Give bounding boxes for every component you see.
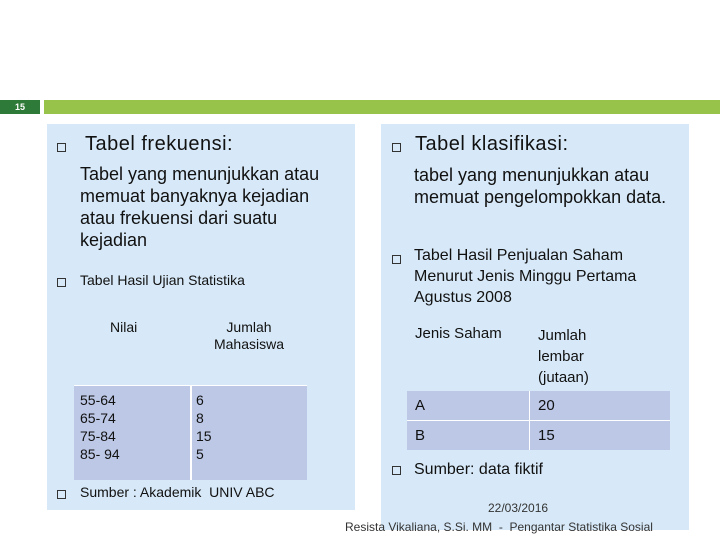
jumlah-value: 8	[196, 410, 204, 426]
nilai-value: 75-84	[80, 428, 116, 444]
nilai-value: 65-74	[80, 410, 116, 426]
footer-author: Resista Vikaliana, S.Si. MM - Pengantar Statistika Sosial	[345, 520, 653, 534]
jenis-value: A	[415, 397, 426, 414]
header-jumlah-mahasiswa: Jumlah Mahasiswa	[213, 319, 285, 352]
bullet-icon	[57, 490, 66, 499]
left-table-title: Tabel Hasil Ujian Statistika	[80, 272, 245, 288]
header-jumlah-lembar: Jumlah lembar (jutaan)	[538, 327, 589, 386]
jumlah-value: 6	[196, 392, 204, 408]
bullet-icon	[392, 255, 401, 264]
slide-number: 15	[0, 100, 40, 114]
left-description: Tabel yang menunjukkan atau memuat banyaknya kejadian atau frekuensi dari suatu kejadian	[80, 164, 320, 250]
frequency-table	[74, 312, 307, 480]
jenis-value: B	[415, 427, 426, 444]
left-source: Sumber : Akademik UNIV ABC	[80, 484, 275, 500]
left-heading: Tabel frekuensi:	[85, 133, 234, 155]
jumlah-value: 20	[538, 397, 555, 414]
top-bar	[0, 100, 720, 114]
right-table-title: Tabel Hasil Penjualan Saham Menurut Jenis Minggu Pertama Agustus 2008	[414, 247, 637, 306]
bullet-icon	[57, 143, 66, 152]
classification-table	[407, 316, 670, 448]
jumlah-value: 15	[538, 427, 555, 444]
footer-date: 22/03/2016	[488, 501, 549, 515]
right-description: tabel yang menunjukkan atau memuat pengelompokkan data.	[414, 165, 667, 207]
right-heading: Tabel klasifikasi:	[415, 133, 569, 155]
bullet-icon	[392, 466, 401, 475]
jumlah-value: 15	[196, 428, 212, 444]
bullet-icon	[57, 278, 66, 287]
divider	[529, 391, 530, 450]
nilai-value: 85- 94	[80, 446, 120, 462]
right-source: Sumber: data fiktif	[414, 461, 543, 478]
top-stripe	[44, 100, 720, 114]
header-nilai: Nilai	[110, 319, 138, 335]
jumlah-value: 5	[196, 446, 204, 462]
header-jenis-saham: Jenis Saham	[415, 325, 502, 342]
nilai-value: 55-64	[80, 392, 116, 408]
bullet-icon	[392, 143, 401, 152]
